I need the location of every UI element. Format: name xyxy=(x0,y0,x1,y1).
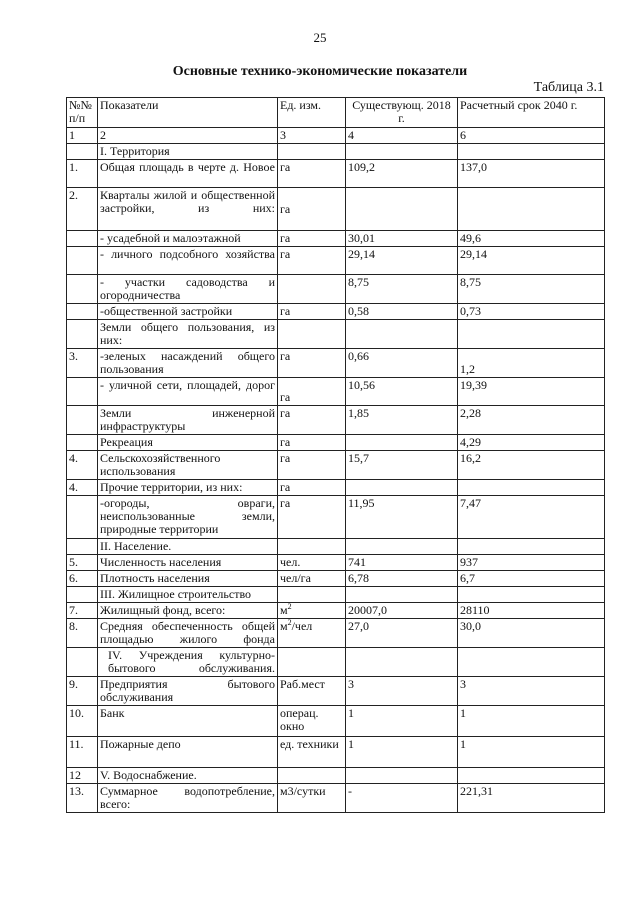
row-existing: 0,66 xyxy=(346,349,458,378)
row-unit: га xyxy=(278,247,346,275)
row-projected: 1 xyxy=(458,737,605,768)
col-number: 1 xyxy=(67,128,98,144)
row-unit: га xyxy=(278,231,346,247)
page-number: 25 xyxy=(313,30,327,45)
row-number: 9. xyxy=(67,677,98,706)
row-projected: 4,29 xyxy=(458,435,605,451)
row-existing: 11,95 xyxy=(346,496,458,539)
section-heading: III. Жилищное строительство xyxy=(98,587,278,603)
row-indicator: Численность населения xyxy=(98,555,278,571)
col-number: 6 xyxy=(458,128,605,144)
row-indicator: Общая площадь в черте д. Новое xyxy=(98,160,278,188)
row-number: 13. xyxy=(67,784,98,813)
row-unit: чел. xyxy=(278,555,346,571)
row-existing: 15,7 xyxy=(346,451,458,480)
table-row xyxy=(67,144,605,160)
table-row xyxy=(67,706,605,737)
row-indicator: - усадебной и малоэтажной xyxy=(98,231,278,247)
row-indicator: Плотность населения xyxy=(98,571,278,587)
table-row xyxy=(67,451,605,480)
table-row xyxy=(67,587,605,603)
row-indicator: Кварталы жилой и общественной застройки, из них: xyxy=(98,188,278,231)
row-projected: 1 xyxy=(458,706,605,737)
row-projected: 3 xyxy=(458,677,605,706)
row-indicator: Прочие территории, из них: xyxy=(98,480,278,496)
section-heading: I. Территория xyxy=(98,144,278,160)
section-heading: II. Население. xyxy=(98,539,278,555)
row-projected: 49,6 xyxy=(458,231,605,247)
row-indicator: Суммарное водопотребление, всего: xyxy=(98,784,278,813)
row-projected: 221,31 xyxy=(458,784,605,813)
table-row xyxy=(67,231,605,247)
row-number: 7. xyxy=(67,603,98,619)
row-projected: 937 xyxy=(458,555,605,571)
table-row xyxy=(67,275,605,304)
row-indicator: Средняя обеспеченность общей площадью жилого фонда xyxy=(98,619,278,648)
row-indicator: - участки садоводства и огородничества xyxy=(98,275,278,304)
row-unit: га xyxy=(278,188,346,231)
table-row xyxy=(67,539,605,555)
row-existing: - xyxy=(346,784,458,813)
row-projected: 8,75 xyxy=(458,275,605,304)
header-indicator: Показатели xyxy=(98,98,278,128)
row-number: 2. xyxy=(67,188,98,231)
row-existing: 3 xyxy=(346,677,458,706)
table-row xyxy=(67,784,605,813)
row-existing: 0,58 xyxy=(346,304,458,320)
row-existing: 20007,0 xyxy=(346,603,458,619)
indicators-table xyxy=(66,97,605,813)
row-unit xyxy=(278,619,346,648)
row-number: 8. xyxy=(67,619,98,648)
row-existing: 1,85 xyxy=(346,406,458,435)
table-row xyxy=(67,247,605,275)
table-row xyxy=(67,304,605,320)
table-row xyxy=(67,188,605,231)
row-number: 10. xyxy=(67,706,98,737)
row-indicator: Пожарные депо xyxy=(98,737,278,768)
row-projected: 1,2 xyxy=(458,349,605,378)
table-row xyxy=(67,619,605,648)
row-indicator: - личного подсобного хозяйства xyxy=(98,247,278,275)
row-existing: 1 xyxy=(346,737,458,768)
row-projected: 2,28 xyxy=(458,406,605,435)
row-unit: чел/га xyxy=(278,571,346,587)
row-unit: операц. окно xyxy=(278,706,346,737)
table-row xyxy=(67,480,605,496)
column-numbers-row xyxy=(67,128,605,144)
row-unit: га xyxy=(278,406,346,435)
row-projected: 6,7 xyxy=(458,571,605,587)
row-indicator: - уличной сети, площадей, дорог xyxy=(98,378,278,406)
row-projected: 137,0 xyxy=(458,160,605,188)
row-unit: га xyxy=(278,304,346,320)
row-existing: 10,56 xyxy=(346,378,458,406)
row-indicator: Рекреация xyxy=(98,435,278,451)
row-unit: Раб.мест xyxy=(278,677,346,706)
row-unit: га xyxy=(278,480,346,496)
row-number: 6. xyxy=(67,571,98,587)
row-indicator: Банк xyxy=(98,706,278,737)
header-num: №№ п/п xyxy=(67,98,98,128)
section-heading: V. Водоснабжение. xyxy=(98,768,278,784)
table-row xyxy=(67,677,605,706)
row-indicator: -огороды, овраги, неиспользованные земли, природные территории xyxy=(98,496,278,539)
table-row xyxy=(67,406,605,435)
row-projected: 19,39 xyxy=(458,378,605,406)
row-unit: га xyxy=(278,435,346,451)
table-row xyxy=(67,320,605,349)
table-row xyxy=(67,378,605,406)
row-unit: га xyxy=(278,160,346,188)
row-number: 12 xyxy=(67,768,98,784)
row-number: 5. xyxy=(67,555,98,571)
row-number: 3. xyxy=(67,349,98,378)
header-unit: Ед. изм. xyxy=(278,98,346,128)
row-existing: 109,2 xyxy=(346,160,458,188)
row-existing: 6,78 xyxy=(346,571,458,587)
row-indicator: Предприятия бытового обслуживания xyxy=(98,677,278,706)
row-projected: 7,47 xyxy=(458,496,605,539)
row-indicator: -зеленых насаждений общего пользования xyxy=(98,349,278,378)
table-row xyxy=(67,160,605,188)
col-number: 3 xyxy=(278,128,346,144)
table-row xyxy=(67,737,605,768)
table-row xyxy=(67,349,605,378)
row-indicator: Жилищный фонд, всего: xyxy=(98,603,278,619)
row-unit: ед. техники xyxy=(278,737,346,768)
row-unit: га xyxy=(278,349,346,378)
row-existing: 30,01 xyxy=(346,231,458,247)
table-row xyxy=(67,648,605,677)
row-existing: 8,75 xyxy=(346,275,458,304)
table-row xyxy=(67,496,605,539)
row-unit: га xyxy=(278,496,346,539)
row-number: 1. xyxy=(67,160,98,188)
row-indicator: Земли инженерной инфраструктуры xyxy=(98,406,278,435)
unit-exponent: 2 xyxy=(287,602,292,611)
row-indicator: Сельскохозяйственного использования xyxy=(98,451,278,480)
unit-base: м xyxy=(280,603,288,617)
row-projected: 0,73 xyxy=(458,304,605,320)
col-number: 4 xyxy=(346,128,458,144)
col-number: 2 xyxy=(98,128,278,144)
row-indicator: -общественной застройки xyxy=(98,304,278,320)
row-projected: 28110 xyxy=(458,603,605,619)
row-existing: 27,0 xyxy=(346,619,458,648)
row-number: 11. xyxy=(67,737,98,768)
row-unit: га xyxy=(278,451,346,480)
document-title: Основные технико-экономические показатели xyxy=(172,64,468,79)
row-projected: 30,0 xyxy=(458,619,605,648)
table-row xyxy=(67,768,605,784)
table-row xyxy=(67,435,605,451)
table-row xyxy=(67,555,605,571)
row-projected: 16,2 xyxy=(458,451,605,480)
row-number: 4. xyxy=(67,451,98,480)
table-row xyxy=(67,603,605,619)
row-unit: м3/сутки xyxy=(278,784,346,813)
row-number: 4. xyxy=(67,480,98,496)
row-unit xyxy=(278,603,346,619)
table-row xyxy=(67,571,605,587)
header-existing: Существующ. 2018 г. xyxy=(346,98,458,128)
row-existing: 29,14 xyxy=(346,247,458,275)
table-header-row xyxy=(67,98,605,128)
row-existing: 741 xyxy=(346,555,458,571)
unit-base: м xyxy=(280,619,288,633)
unit-suffix: /чел xyxy=(291,619,313,633)
table-label: Таблица 3.1 xyxy=(533,80,604,95)
unit-exponent: 2 xyxy=(287,618,292,627)
header-projected: Расчетный срок 2040 г. xyxy=(458,98,605,128)
row-unit: га xyxy=(278,378,346,406)
row-existing: 1 xyxy=(346,706,458,737)
section-heading: IV. Учреждения культурно-бытового обслуживания. xyxy=(98,648,278,677)
row-projected: 29,14 xyxy=(458,247,605,275)
row-indicator: Земли общего пользования, из них: xyxy=(98,320,278,349)
